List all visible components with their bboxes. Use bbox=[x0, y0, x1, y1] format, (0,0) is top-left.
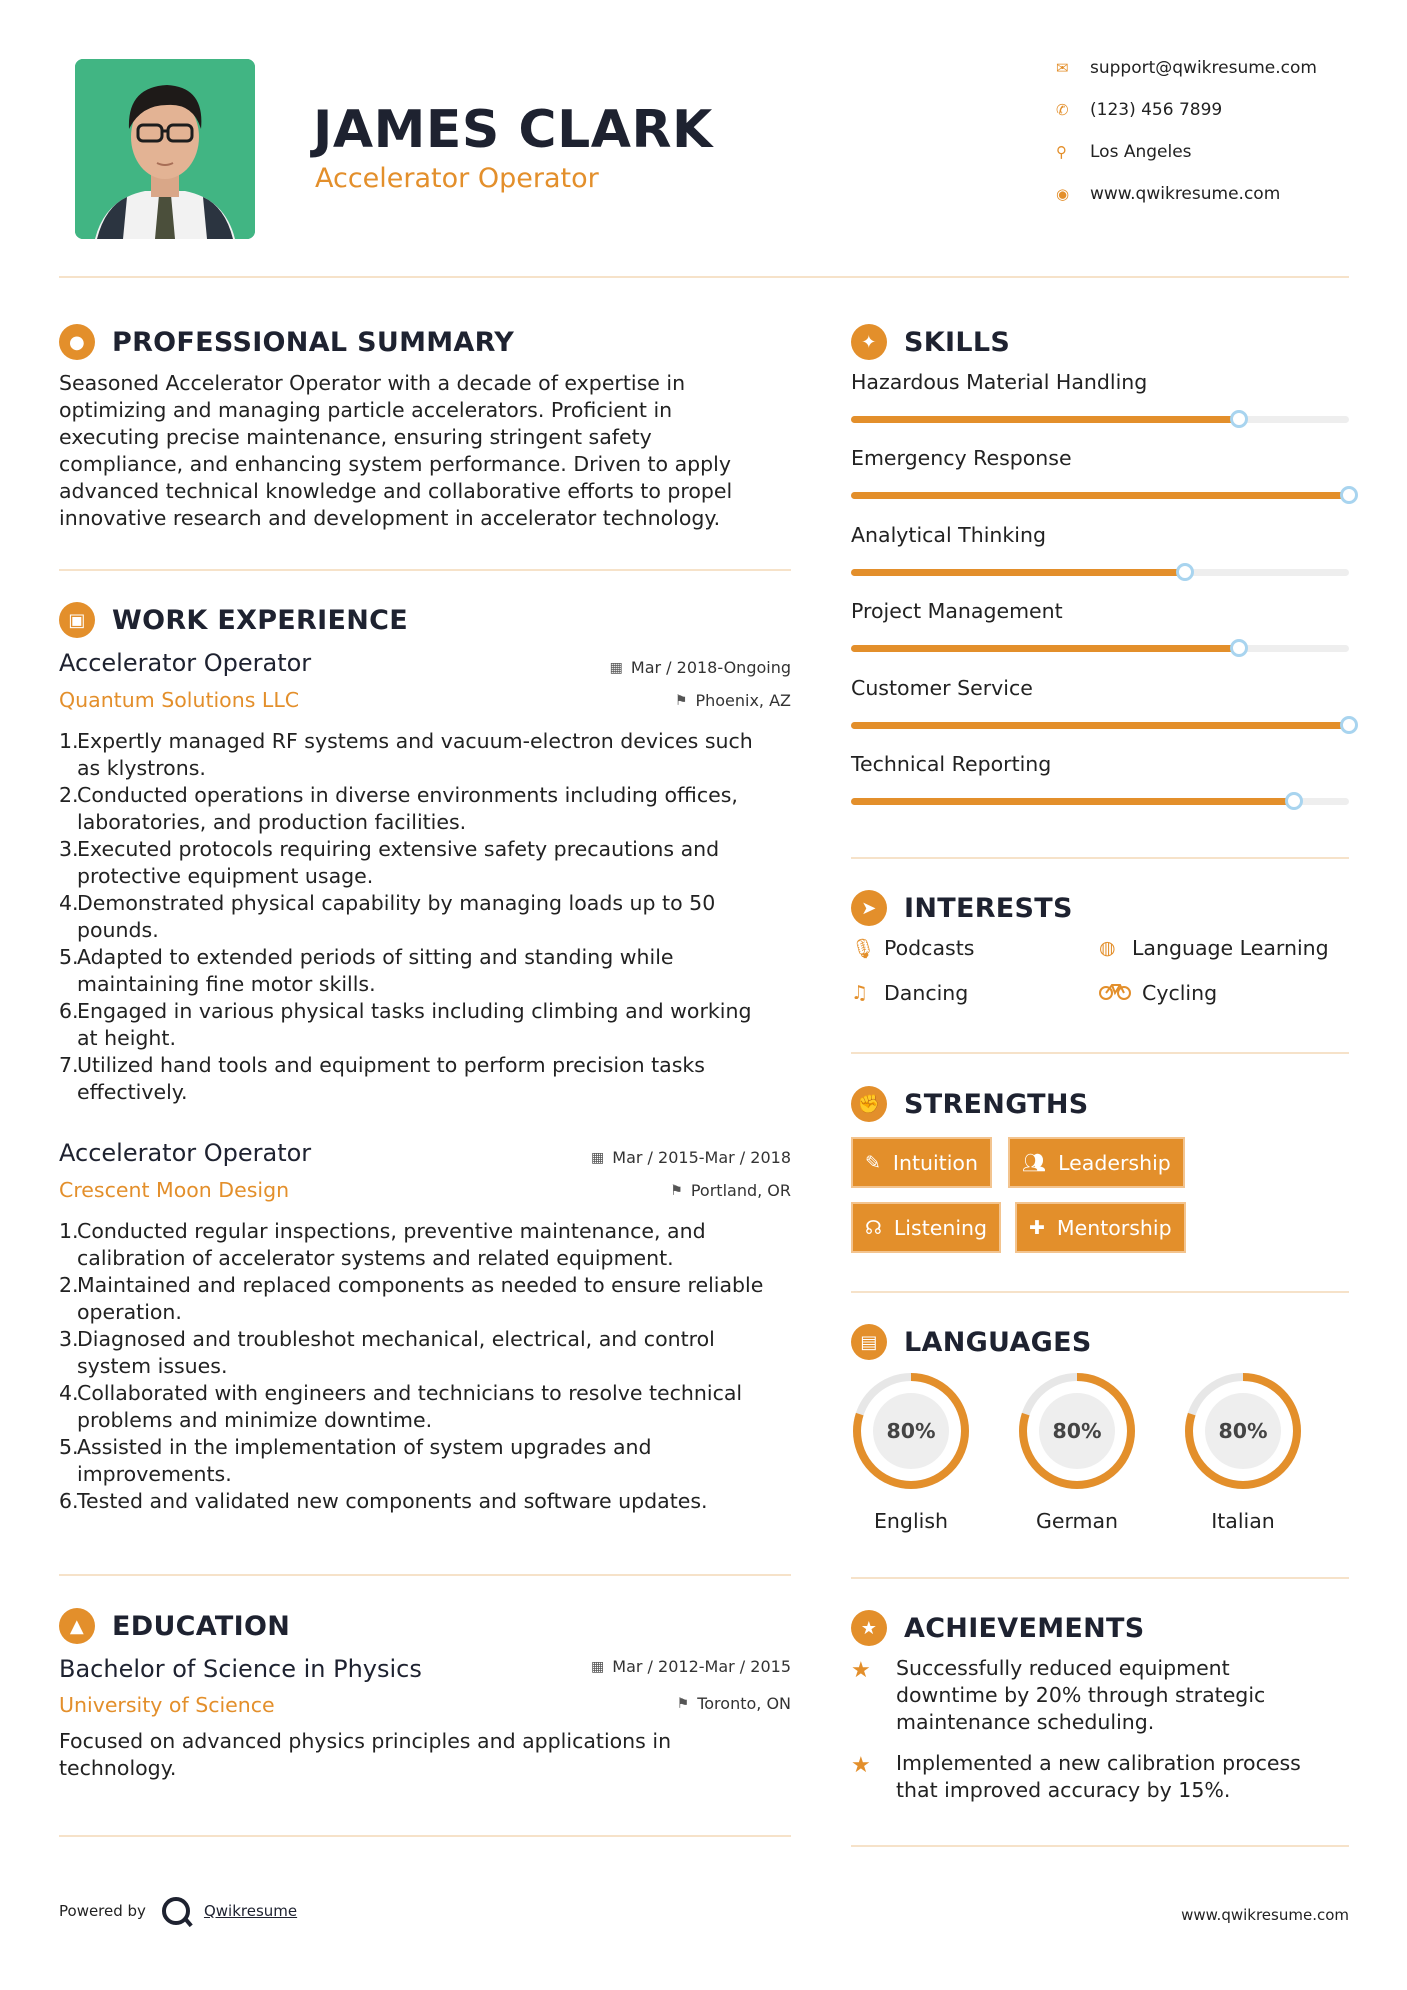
avatar bbox=[75, 59, 255, 239]
footer-powered-by bbox=[59, 1897, 297, 1925]
education-dates-text: Mar / 2012-Mar / 2015 bbox=[612, 1657, 791, 1676]
languages-row bbox=[849, 1369, 1349, 1533]
list-text: operation. bbox=[77, 1300, 182, 1324]
skill-item bbox=[851, 446, 1349, 470]
list-item bbox=[59, 1488, 799, 1515]
achievement-text: downtime by 20% through strategic bbox=[896, 1683, 1266, 1707]
phone-icon: ✆ bbox=[1056, 101, 1069, 119]
pin-icon: ⚑ bbox=[670, 1182, 683, 1199]
education-location bbox=[491, 1694, 791, 1713]
list-text: Tested and validated new components and software updates. bbox=[77, 1489, 708, 1513]
users-icon: 👥︎ bbox=[1022, 1152, 1047, 1174]
list-number: 5. bbox=[59, 945, 79, 969]
list-text: improvements. bbox=[77, 1462, 232, 1486]
list-number: 1. bbox=[59, 1219, 79, 1243]
list-text: Engaged in various physical tasks including climbing and working bbox=[77, 999, 752, 1023]
job-2-location-text: Portland, OR bbox=[690, 1181, 791, 1200]
language-percent: 80% bbox=[886, 1419, 936, 1443]
header-divider bbox=[59, 276, 1349, 278]
powered-by-text: Powered by bbox=[59, 1902, 146, 1920]
list-number: 7. bbox=[59, 1053, 79, 1077]
list-number: 3. bbox=[59, 837, 79, 861]
work-heading bbox=[59, 602, 408, 638]
list-number: 6. bbox=[59, 1489, 79, 1513]
language-item bbox=[849, 1369, 973, 1533]
work-divider bbox=[59, 1574, 791, 1576]
contact-website[interactable] bbox=[1056, 184, 1356, 204]
summary-line: innovative research and development in accelerator technology. bbox=[59, 506, 721, 530]
map-pin-icon: ⚲ bbox=[1056, 143, 1067, 161]
list-text: Collaborated with engineers and technicians to resolve technical bbox=[77, 1381, 743, 1405]
achievements-heading-text: ACHIEVEMENTS bbox=[904, 1612, 1145, 1644]
list-item bbox=[59, 1326, 799, 1380]
qwikresume-logo-icon bbox=[162, 1897, 190, 1925]
contact-phone-text: (123) 456 7899 bbox=[1090, 100, 1223, 120]
headphones-icon: ☊ bbox=[865, 1216, 882, 1239]
list-text: effectively. bbox=[77, 1080, 188, 1104]
strength-chip-mentorship bbox=[1015, 1202, 1186, 1253]
job-2-title: Accelerator Operator bbox=[59, 1139, 312, 1167]
list-text: laboratories, and production facilities. bbox=[77, 810, 467, 834]
skills-heading bbox=[851, 324, 1010, 360]
skill-bar bbox=[851, 492, 1349, 499]
skill-bar bbox=[851, 798, 1349, 805]
summary-line: Seasoned Accelerator Operator with a decade of expertise in bbox=[59, 371, 686, 395]
summary-line: executing precise maintenance, ensuring stringent safety bbox=[59, 425, 652, 449]
achievements-heading bbox=[851, 1610, 1145, 1646]
education-divider bbox=[59, 1835, 791, 1837]
interest-cycling bbox=[1099, 981, 1217, 1005]
briefcase-icon: ▣ bbox=[59, 602, 95, 638]
list-number: 3. bbox=[59, 1327, 79, 1351]
job-2-bullets bbox=[59, 1218, 799, 1515]
list-text: at height. bbox=[77, 1026, 176, 1050]
list-text: Conducted operations in diverse environments including offices, bbox=[77, 783, 738, 807]
education-line: Focused on advanced physics principles and applications in bbox=[59, 1729, 672, 1753]
candidate-name: JAMES CLARK bbox=[313, 100, 713, 160]
interest-dancing bbox=[851, 981, 968, 1005]
list-number: 2. bbox=[59, 1273, 79, 1297]
list-text: system issues. bbox=[77, 1354, 228, 1378]
skill-item bbox=[851, 523, 1349, 547]
interests-heading-text: INTERESTS bbox=[904, 892, 1073, 924]
achievement-text: maintenance scheduling. bbox=[896, 1710, 1155, 1734]
strengths-heading-text: STRENGTHS bbox=[904, 1088, 1089, 1120]
skill-bar-handle bbox=[1340, 716, 1358, 734]
star-badge-icon: ★ bbox=[851, 1610, 887, 1646]
user-icon: ● bbox=[59, 324, 95, 360]
skills-heading-text: SKILLS bbox=[904, 326, 1011, 358]
list-text: pounds. bbox=[77, 918, 159, 942]
language-item bbox=[1015, 1369, 1139, 1533]
education-heading bbox=[59, 1608, 290, 1644]
interests-heading bbox=[851, 890, 1073, 926]
lightbulb-icon: ✦ bbox=[851, 324, 887, 360]
list-item bbox=[59, 836, 799, 890]
contact-website-text: www.qwikresume.com bbox=[1090, 184, 1281, 204]
list-text: Maintained and replaced components as needed to ensure reliable bbox=[77, 1273, 764, 1297]
summary-line: compliance, and enhancing system performance. Driven to apply bbox=[59, 452, 732, 476]
list-text: problems and minimize downtime. bbox=[77, 1408, 433, 1432]
skill-bar-handle bbox=[1340, 486, 1358, 504]
strength-label: Leadership bbox=[1058, 1150, 1171, 1175]
list-text: protective equipment usage. bbox=[77, 864, 374, 888]
job-1-bullets bbox=[59, 728, 799, 1106]
skill-bar-fill bbox=[851, 569, 1185, 576]
contact-location bbox=[1056, 142, 1356, 162]
strength-chip-leadership bbox=[1008, 1137, 1185, 1188]
list-item bbox=[59, 1052, 799, 1106]
skill-bar bbox=[851, 416, 1349, 423]
strengths-divider bbox=[851, 1291, 1349, 1293]
strengths-heading bbox=[851, 1086, 1089, 1122]
envelope-icon: ✉ bbox=[1056, 59, 1069, 77]
language-name: German bbox=[1035, 1509, 1119, 1533]
strength-chip-listening bbox=[851, 1202, 1001, 1253]
pin-icon: ⚑ bbox=[674, 692, 688, 709]
list-item bbox=[59, 782, 799, 836]
star-icon: ★ bbox=[851, 1753, 871, 1778]
interests-divider bbox=[851, 1052, 1349, 1054]
strength-label: Listening bbox=[893, 1215, 988, 1240]
strength-label: Intuition bbox=[892, 1150, 978, 1175]
list-text: Adapted to extended periods of sitting and standing while bbox=[77, 945, 674, 969]
graduation-icon: ▲ bbox=[59, 1608, 95, 1644]
pin-icon: ⚑ bbox=[676, 1695, 690, 1712]
fist-icon: ✊ bbox=[851, 1086, 887, 1122]
profile-photo bbox=[75, 59, 255, 239]
qwikresume-link[interactable]: Qwikresume bbox=[203, 1902, 298, 1920]
list-text: calibration of accelerator systems and related equipment. bbox=[77, 1246, 674, 1270]
list-text: Expertly managed RF systems and vacuum-electron devices such bbox=[77, 729, 753, 753]
list-number: 1. bbox=[59, 729, 79, 753]
contact-email[interactable] bbox=[1056, 58, 1356, 78]
calendar-icon: ▦ bbox=[591, 1658, 605, 1675]
language-name: Italian bbox=[1211, 1509, 1275, 1533]
summary-line: optimizing and managing particle accelerators. Proficient in bbox=[59, 398, 673, 422]
language-item bbox=[1181, 1369, 1305, 1533]
achievement-text: Implemented a new calibration process bbox=[896, 1751, 1301, 1775]
skill-item bbox=[851, 370, 1349, 394]
interest-label: Language Learning bbox=[1132, 936, 1329, 960]
skill-bar-handle bbox=[1285, 792, 1303, 810]
footer-website[interactable]: www.qwikresume.com bbox=[1181, 1906, 1349, 1924]
achievements-divider bbox=[851, 1845, 1349, 1847]
interest-label: Dancing bbox=[884, 981, 969, 1005]
list-item bbox=[59, 890, 799, 944]
education-heading-text: EDUCATION bbox=[112, 1610, 291, 1642]
summary-text bbox=[59, 370, 799, 532]
list-number: 5. bbox=[59, 1435, 79, 1459]
globe-icon: ◉ bbox=[1056, 185, 1070, 203]
summary-heading-text: PROFESSIONAL SUMMARY bbox=[112, 326, 515, 358]
language-ring bbox=[1015, 1369, 1139, 1493]
list-number: 4. bbox=[59, 891, 79, 915]
summary-heading bbox=[59, 324, 514, 360]
education-degree: Bachelor of Science in Physics bbox=[59, 1655, 422, 1683]
list-item bbox=[59, 1218, 799, 1272]
list-item bbox=[59, 728, 799, 782]
job-2-location bbox=[491, 1181, 791, 1200]
achievement-text: Successfully reduced equipment bbox=[896, 1656, 1230, 1680]
achievement-item bbox=[851, 1750, 1349, 1804]
interest-language-learning bbox=[1099, 936, 1329, 960]
music-note-icon: ♫ bbox=[851, 982, 869, 1004]
list-text: Utilized hand tools and equipment to perform precision tasks bbox=[77, 1053, 705, 1077]
achievement-item bbox=[851, 1655, 1349, 1736]
strength-label: Mentorship bbox=[1056, 1215, 1172, 1240]
summary-line: advanced technical knowledge and collaborative efforts to propel bbox=[59, 479, 733, 503]
skill-bar-fill bbox=[851, 722, 1349, 729]
list-item bbox=[59, 1434, 799, 1488]
languages-divider bbox=[851, 1577, 1349, 1579]
skill-bar bbox=[851, 569, 1349, 576]
list-item bbox=[59, 944, 799, 998]
skill-name: Hazardous Material Handling bbox=[851, 370, 1148, 394]
languages-heading-text: LANGUAGES bbox=[904, 1326, 1092, 1358]
bicycle-icon bbox=[1099, 982, 1142, 1005]
list-text: maintaining fine motor skills. bbox=[77, 972, 376, 996]
achievement-text: that improved accuracy by 15%. bbox=[896, 1778, 1231, 1802]
skill-name: Analytical Thinking bbox=[851, 522, 1046, 547]
language-name: English bbox=[873, 1509, 949, 1533]
list-number: 4. bbox=[59, 1381, 79, 1405]
id-card-icon: ▤ bbox=[851, 1324, 887, 1360]
list-item bbox=[59, 998, 799, 1052]
job-1-location bbox=[491, 691, 791, 710]
skill-bar-handle bbox=[1230, 410, 1248, 428]
summary-divider bbox=[59, 569, 791, 571]
skill-name: Customer Service bbox=[851, 675, 1033, 700]
list-text: Conducted regular inspections, preventive maintenance, and bbox=[77, 1219, 706, 1243]
skill-name: Project Management bbox=[851, 599, 1063, 624]
list-text: Diagnosed and troubleshot mechanical, electrical, and control bbox=[77, 1327, 715, 1351]
calendar-icon: ▦ bbox=[591, 1149, 605, 1166]
job-2-dates bbox=[491, 1148, 791, 1167]
star-icon: ★ bbox=[851, 1658, 871, 1683]
list-text: Executed protocols requiring extensive safety precautions and bbox=[77, 837, 720, 861]
user-plus-icon: ✚ bbox=[1029, 1216, 1045, 1239]
skills-divider bbox=[851, 857, 1349, 859]
education-school: University of Science bbox=[59, 1693, 275, 1717]
achievements-list bbox=[851, 1655, 1349, 1804]
skill-item bbox=[851, 676, 1349, 700]
job-2-company: Crescent Moon Design bbox=[59, 1178, 290, 1202]
language-ring bbox=[1181, 1369, 1305, 1493]
skill-bar-fill bbox=[851, 492, 1349, 499]
skill-item bbox=[851, 599, 1349, 623]
job-1-company: Quantum Solutions LLC bbox=[59, 688, 300, 712]
language-percent: 80% bbox=[1218, 1419, 1268, 1443]
job-1-dates bbox=[491, 658, 791, 677]
skill-bar-handle bbox=[1176, 563, 1194, 581]
skill-bar bbox=[851, 722, 1349, 729]
list-text: Demonstrated physical capability by managing loads up to 50 bbox=[77, 891, 716, 915]
calendar-icon: ▦ bbox=[609, 659, 623, 676]
skill-item bbox=[851, 752, 1349, 776]
candidate-title: Accelerator Operator bbox=[315, 163, 599, 194]
globe-icon: ◍ bbox=[1099, 937, 1116, 959]
list-number: 6. bbox=[59, 999, 79, 1023]
job-1-dates-text: Mar / 2018-Ongoing bbox=[630, 658, 791, 677]
education-line: technology. bbox=[59, 1756, 177, 1780]
education-description bbox=[59, 1728, 799, 1782]
contact-phone[interactable] bbox=[1056, 100, 1356, 120]
interest-label: Podcasts bbox=[884, 936, 975, 960]
list-text: as klystrons. bbox=[77, 756, 206, 780]
list-text: Assisted in the implementation of system upgrades and bbox=[77, 1435, 652, 1459]
interest-podcasts bbox=[851, 936, 974, 960]
list-item bbox=[59, 1380, 799, 1434]
education-dates bbox=[491, 1657, 791, 1676]
skill-name: Technical Reporting bbox=[851, 752, 1052, 776]
contact-email-text: support@qwikresume.com bbox=[1090, 58, 1317, 78]
skill-bar-fill bbox=[851, 645, 1239, 652]
skill-bar bbox=[851, 645, 1349, 652]
education-location-text: Toronto, ON bbox=[697, 1694, 791, 1713]
language-ring bbox=[849, 1369, 973, 1493]
magic-wand-icon: ✎ bbox=[865, 1151, 881, 1174]
microphone-icon: 🎙︎ bbox=[851, 937, 876, 960]
strength-chip-intuition bbox=[851, 1137, 992, 1188]
list-item bbox=[59, 1272, 799, 1326]
interest-label: Cycling bbox=[1142, 981, 1218, 1005]
skill-bar-fill bbox=[851, 798, 1294, 805]
job-2-dates-text: Mar / 2015-Mar / 2018 bbox=[612, 1148, 791, 1167]
job-1-location-text: Phoenix, AZ bbox=[695, 691, 791, 710]
work-heading-text: WORK EXPERIENCE bbox=[112, 604, 408, 636]
skill-bar-handle bbox=[1230, 639, 1248, 657]
job-1-title: Accelerator Operator bbox=[59, 649, 312, 677]
language-percent: 80% bbox=[1052, 1419, 1102, 1443]
list-number: 2. bbox=[59, 783, 79, 807]
contact-location-text: Los Angeles bbox=[1090, 142, 1192, 162]
skill-bar-fill bbox=[851, 416, 1239, 423]
skill-name: Emergency Response bbox=[851, 446, 1072, 471]
languages-heading bbox=[851, 1324, 1092, 1360]
paper-plane-icon: ➤ bbox=[851, 890, 887, 926]
